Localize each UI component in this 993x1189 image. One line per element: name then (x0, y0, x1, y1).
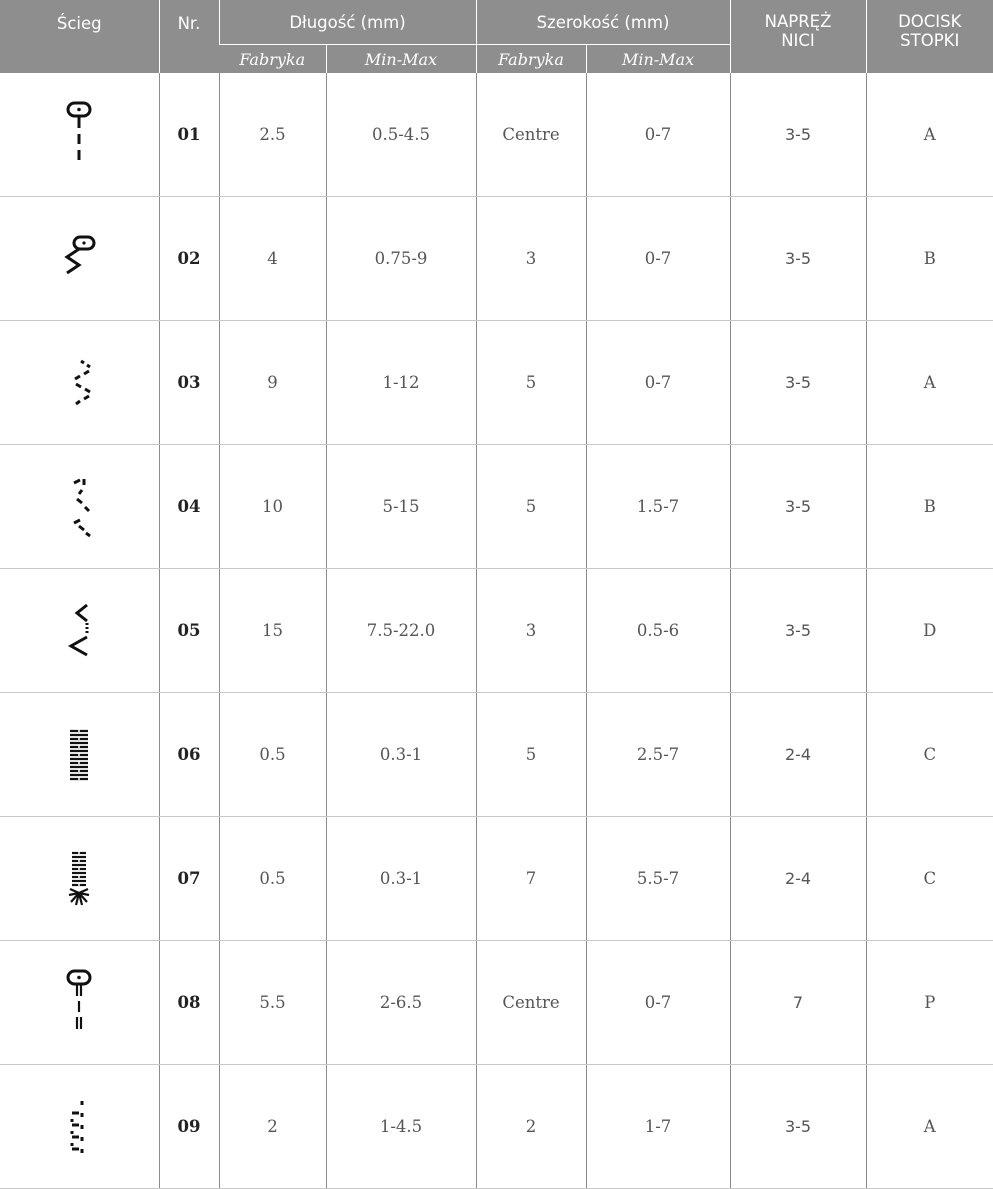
width-minmax: 0-7 (586, 73, 730, 197)
length-minmax: 5-15 (326, 445, 476, 569)
satin-bar-stitch-icon (59, 715, 99, 795)
header-stitch: Ścieg (0, 0, 159, 73)
width-factory: 5 (476, 693, 586, 817)
header-length-minmax: Min-Max (326, 45, 476, 74)
length-minmax: 0.3-1 (326, 817, 476, 941)
width-minmax: 5.5-7 (586, 817, 730, 941)
stitch-icon-cell (0, 569, 159, 693)
presser-foot-pressure: D (866, 569, 993, 693)
stitch-number: 08 (159, 941, 219, 1065)
stitch-icon-cell (0, 321, 159, 445)
length-minmax: 0.3-1 (326, 693, 476, 817)
length-factory: 0.5 (219, 693, 326, 817)
length-factory: 0.5 (219, 817, 326, 941)
presser-foot-pressure: A (866, 1065, 993, 1189)
length-minmax: 1-4.5 (326, 1065, 476, 1189)
length-factory: 15 (219, 569, 326, 693)
dashed-zigzag-icon (59, 343, 99, 423)
length-minmax: 1-12 (326, 321, 476, 445)
width-minmax: 1.5-7 (586, 445, 730, 569)
presser-foot-pressure: P (866, 941, 993, 1065)
straight-stitch-buttonhole-icon (59, 95, 99, 175)
header-length-factory: Fabryka (219, 45, 326, 74)
thread-tension: 3-5 (730, 197, 866, 321)
width-minmax: 1-7 (586, 1065, 730, 1189)
table-body (0, 73, 993, 1189)
width-factory: 2 (476, 1065, 586, 1189)
width-factory: 5 (476, 321, 586, 445)
triple-straight-buttonhole-icon (59, 963, 99, 1043)
width-factory: Centre (476, 73, 586, 197)
thread-tension: 3-5 (730, 321, 866, 445)
blind-hem-stitch-icon (59, 591, 99, 671)
table-row (0, 941, 993, 1065)
length-minmax: 2-6.5 (326, 941, 476, 1065)
stitch-icon-cell (0, 693, 159, 817)
stitch-number: 01 (159, 73, 219, 197)
table-row (0, 1065, 993, 1189)
diagonal-dash-stitch-icon (59, 467, 99, 547)
stitch-number: 09 (159, 1065, 219, 1189)
ladder-stitch-icon (59, 1087, 99, 1167)
header-tension: NAPRĘŻ NICI (730, 0, 866, 73)
stitch-number: 05 (159, 569, 219, 693)
length-factory: 9 (219, 321, 326, 445)
stitch-icon-cell (0, 941, 159, 1065)
header-nr: Nr. (159, 0, 219, 73)
presser-foot-pressure: A (866, 73, 993, 197)
stitch-number: 03 (159, 321, 219, 445)
width-minmax: 2.5-7 (586, 693, 730, 817)
presser-foot-pressure: C (866, 693, 993, 817)
stitch-number: 02 (159, 197, 219, 321)
satin-tack-stitch-icon (59, 839, 99, 919)
length-minmax: 0.5-4.5 (326, 73, 476, 197)
header-width: Szerokość (mm) (476, 0, 730, 45)
table-row (0, 693, 993, 817)
thread-tension: 3-5 (730, 1065, 866, 1189)
table-row (0, 445, 993, 569)
thread-tension: 7 (730, 941, 866, 1065)
table-row (0, 817, 993, 941)
stitch-icon-cell (0, 73, 159, 197)
width-factory: 7 (476, 817, 586, 941)
width-factory: 3 (476, 569, 586, 693)
table-row (0, 569, 993, 693)
presser-foot-pressure: A (866, 321, 993, 445)
header-pressure: DOCISK STOPKI (866, 0, 993, 73)
width-minmax: 0-7 (586, 321, 730, 445)
table-row (0, 321, 993, 445)
stitch-icon-cell (0, 817, 159, 941)
stitch-icon-cell (0, 197, 159, 321)
header-width-minmax: Min-Max (586, 45, 730, 74)
thread-tension: 3-5 (730, 73, 866, 197)
thread-tension: 3-5 (730, 445, 866, 569)
zigzag-buttonhole-icon (59, 219, 99, 299)
width-factory: 3 (476, 197, 586, 321)
width-minmax: 0.5-6 (586, 569, 730, 693)
length-minmax: 0.75-9 (326, 197, 476, 321)
table-row (0, 197, 993, 321)
thread-tension: 3-5 (730, 569, 866, 693)
thread-tension: 2-4 (730, 693, 866, 817)
width-factory: 5 (476, 445, 586, 569)
presser-foot-pressure: B (866, 197, 993, 321)
table-row (0, 73, 993, 197)
length-factory: 2.5 (219, 73, 326, 197)
width-minmax: 0-7 (586, 941, 730, 1065)
stitch-icon-cell (0, 1065, 159, 1189)
length-factory: 4 (219, 197, 326, 321)
length-factory: 10 (219, 445, 326, 569)
table-header (0, 0, 993, 73)
stitch-number: 07 (159, 817, 219, 941)
stitch-number: 04 (159, 445, 219, 569)
header-width-factory: Fabryka (476, 45, 586, 74)
header-length: Długość (mm) (219, 0, 476, 45)
presser-foot-pressure: B (866, 445, 993, 569)
stitch-number: 06 (159, 693, 219, 817)
width-factory: Centre (476, 941, 586, 1065)
width-minmax: 0-7 (586, 197, 730, 321)
length-factory: 2 (219, 1065, 326, 1189)
thread-tension: 2-4 (730, 817, 866, 941)
length-minmax: 7.5-22.0 (326, 569, 476, 693)
stitch-icon-cell (0, 445, 159, 569)
length-factory: 5.5 (219, 941, 326, 1065)
presser-foot-pressure: C (866, 817, 993, 941)
